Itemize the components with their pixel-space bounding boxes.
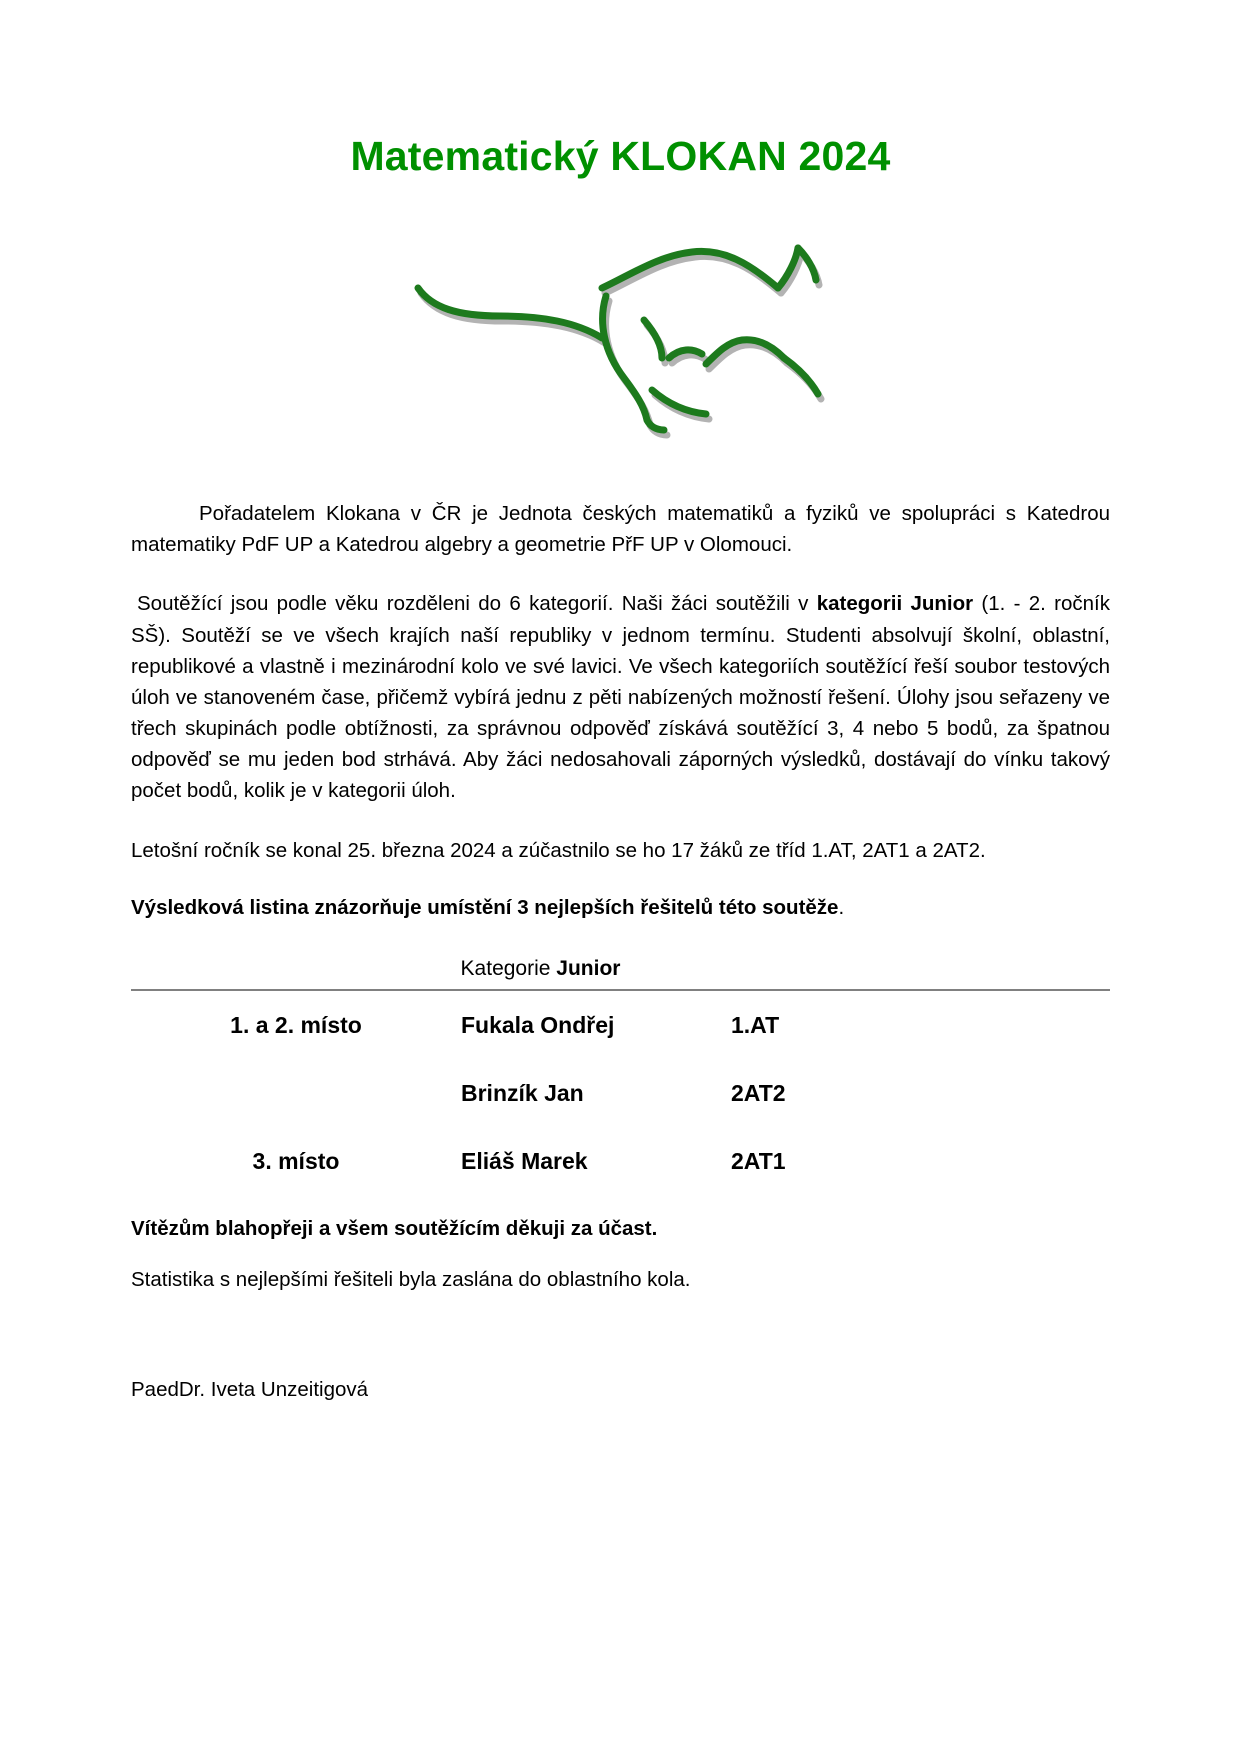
results-intro-bold: Výsledková listina znázorňuje umístění 3 nejlepších řešitelů této soutěže	[131, 895, 839, 919]
row-name: Brinzík Jan	[461, 1079, 584, 1106]
table-row	[131, 1059, 1110, 1127]
categories-bold-phrase: kategorii Junior	[816, 592, 974, 616]
row-class: 2AT1	[731, 1147, 786, 1174]
results-table-section	[131, 957, 1110, 1195]
signature: PaedDr. Iveta Unzeitigová	[131, 1377, 369, 1401]
row-name: Fukala Ondřej	[461, 1011, 615, 1038]
row-class: 1.AT	[731, 1011, 780, 1038]
table-row	[131, 991, 1110, 1059]
paragraph-event-date: Letošní ročník se konal 25. března 2024 a zúčastnilo se ho 17 žáků ze tříd 1.AT, 2AT1 a 2AT2.	[131, 838, 986, 862]
closing-statistics: Statistika s nejlepšími řešiteli byla zaslána do oblastního kola.	[131, 1267, 691, 1291]
results-caption-category: Junior	[556, 956, 621, 980]
results-caption-prefix: Kategorie	[460, 956, 557, 980]
page-title: Matematický KLOKAN 2024	[350, 133, 891, 179]
results-caption	[131, 957, 1110, 989]
table-row	[131, 1127, 1110, 1195]
document-content	[131, 0, 1110, 1422]
row-name: Eliáš Marek	[461, 1147, 588, 1174]
paragraph-intro: Pořadatelem Klokana v ČR je Jednota českých matematiků a fyziků ve spolupráci s Katedrou matematiky PdF UP a Katedrou algebry a geometrie PřF UP v Olomouci.	[131, 502, 1110, 557]
paragraph-categories	[131, 588, 1110, 806]
row-place: 3. místo	[252, 1147, 340, 1174]
kangaroo-logo	[131, 212, 1110, 462]
categories-text-part2: (1. - 2. ročník SŠ). Soutěží se ve všech krajích naší republiky v jednom termínu. Studenti absolvují školní, oblastní, republikové a vlastně i mezinárodní kolo ve své lavici. Ve všech kategoriích soutěžící řeší soubor testových úloh ve stanoveném čase, přičemž vybírá jednu z pěti nabízených možností řešení. Úlohy jsou seřazeny ve třech skupinách podle obtížnosti, za správnou odpověď získává soutěžící 3, 4 nebo 5 bodů, za špatnou odpověď se mu jeden bod strhává. Aby žáci nedosahovali záporných výsledků, dostávají do vínku takový počet bodů, kolik je v kategorii úloh.	[131, 592, 1110, 803]
row-place: 1. a 2. místo	[230, 1011, 362, 1038]
row-class: 2AT2	[731, 1079, 786, 1106]
closing-congratulations: Vítězům blahopřeji a všem soutěžícím děkuji za účast.	[131, 1216, 658, 1240]
paragraph-results-intro	[131, 892, 1110, 923]
results-table	[131, 991, 1110, 1195]
row-place	[131, 1059, 461, 1127]
categories-text-part1: Soutěžící jsou podle věku rozděleni do 6 kategorií. Naši žáci soutěžili v	[137, 592, 817, 616]
results-intro-tail: .	[838, 895, 845, 919]
